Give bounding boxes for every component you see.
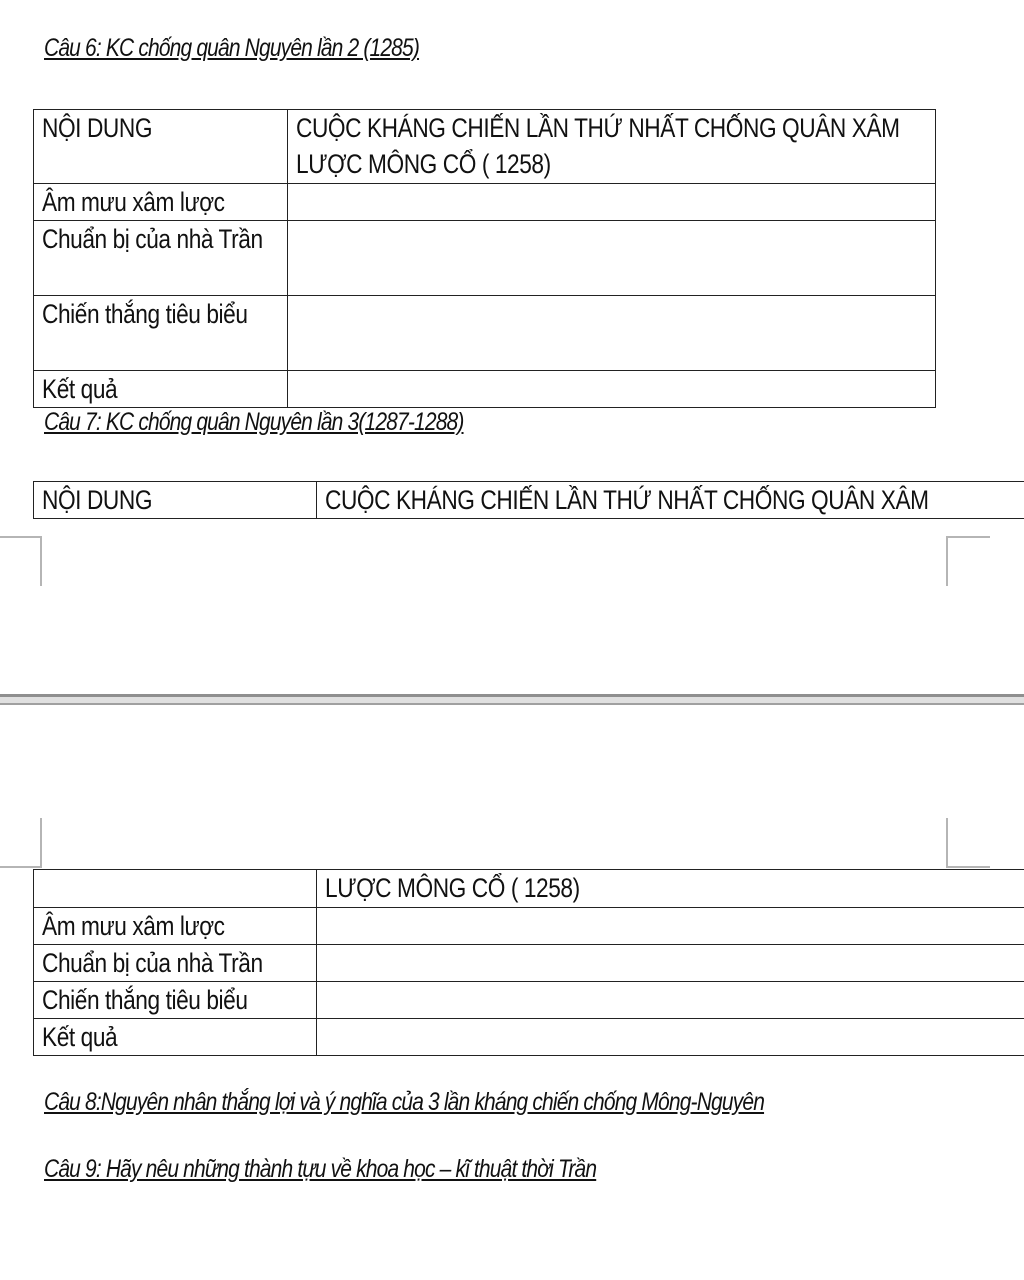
header-cell-content: NỘI DUNG <box>34 110 288 184</box>
header-cell-resistance-continued: LƯỢC MÔNG CỔ ( 1258) <box>317 870 1024 908</box>
row-label: Âm mưu xâm lược <box>34 184 288 221</box>
answer-cell[interactable] <box>317 982 1024 1019</box>
page-corner-mark <box>0 818 42 868</box>
table-row <box>34 908 1024 945</box>
question-9-heading: Câu 9: Hãy nêu những thành tựu về khoa học – kĩ thuật thời Trần <box>44 1155 597 1183</box>
page-corner-mark <box>946 536 990 586</box>
header-cell-content: NỘI DUNG <box>34 482 317 519</box>
answer-cell[interactable] <box>288 184 936 221</box>
table-row <box>34 184 936 221</box>
question-6-table <box>33 109 936 408</box>
row-label: Kết quả <box>34 371 288 408</box>
page-corner-mark <box>0 536 42 586</box>
page-corner-mark <box>946 818 990 868</box>
answer-cell[interactable] <box>317 1019 1024 1056</box>
header-cell-resistance: CUỘC KHÁNG CHIẾN LẦN THỨ NHẤT CHỐNG QUÂN XÂM <box>317 482 1024 519</box>
question-7-heading: Câu 7: KC chống quân Nguyên lần 3(1287-1288) <box>44 408 464 436</box>
question-7-table-header <box>33 481 1024 519</box>
row-label: Âm mưu xâm lược <box>34 908 317 945</box>
table-header-row-continued <box>34 870 1024 908</box>
table-row <box>34 296 936 371</box>
answer-cell[interactable] <box>317 945 1024 982</box>
table-row <box>34 945 1024 982</box>
row-label: Chuẩn bị của nhà Trần <box>34 945 317 982</box>
table-row <box>34 1019 1024 1056</box>
answer-cell[interactable] <box>288 221 936 296</box>
row-label: Chiến thắng tiêu biểu <box>34 982 317 1019</box>
table-header-row <box>34 110 936 184</box>
answer-cell[interactable] <box>288 371 936 408</box>
table-row <box>34 221 936 296</box>
answer-cell[interactable] <box>317 908 1024 945</box>
question-7-table <box>33 869 1024 1056</box>
row-label: Chuẩn bị của nhà Trần <box>34 221 288 296</box>
question-8-heading: Câu 8:Nguyên nhân thắng lợi và ý nghĩa của 3 lần kháng chiến chống Mông-Nguyên <box>44 1088 765 1116</box>
page-separator-edge <box>0 703 1024 705</box>
answer-cell[interactable] <box>288 296 936 371</box>
table-row <box>34 371 936 408</box>
table-header-row <box>34 482 1024 519</box>
header-cell-empty <box>34 870 317 908</box>
table-row <box>34 982 1024 1019</box>
row-label: Chiến thắng tiêu biểu <box>34 296 288 371</box>
row-label: Kết quả <box>34 1019 317 1056</box>
question-6-heading: Câu 6: KC chống quân Nguyên lần 2 (1285) <box>44 34 420 62</box>
header-cell-resistance: CUỘC KHÁNG CHIẾN LẦN THỨ NHẤT CHỐNG QUÂN XÂM LƯỢC MÔNG CỔ ( 1258) <box>288 110 936 184</box>
